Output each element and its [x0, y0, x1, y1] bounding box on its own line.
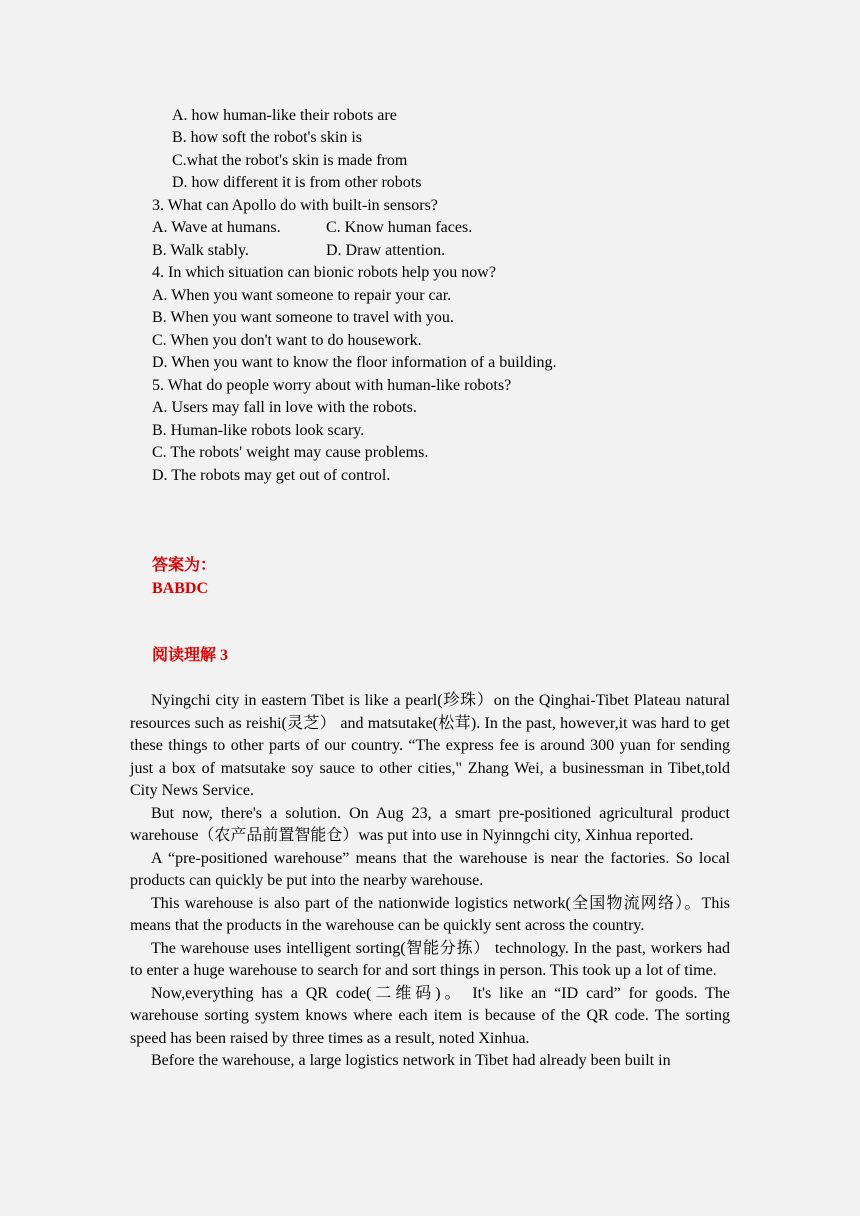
- q3-option-a: A. Wave at humans.: [152, 219, 281, 236]
- q3-option-d: D. Draw attention.: [326, 242, 446, 259]
- q4-option-b: B. When you want someone to travel with you.: [152, 309, 454, 326]
- passage-paragraph: Now,everything has a QR code(二维码)。 It's like an “ID card” for goods. The warehouse sorting system knows where each item is because of the QR code. The sorting speed has been raised by three times as a result, noted Xinhua.: [130, 984, 730, 1047]
- q5-option-a: A. Users may fall in love with the robots.: [152, 399, 417, 416]
- q2-option-b: B. how soft the robot's skin is: [172, 129, 362, 146]
- passage-paragraph: Nyingchi city in eastern Tibet is like a pearl(珍珠）on the Qinghai-Tibet Plateau natural resources such as reishi(灵芝） and matsutake(松茸). In the past, however,it was hard to get these things to other parts of our country. “The express fee is around 300 yuan for sending just a box of matsutake soy sauce to other cities," Zhang Wei, a businessman in Tibet,told City News Service.: [130, 692, 730, 799]
- passage-paragraph: Before the warehouse, a large logistics network in Tibet had already been built in: [151, 1052, 671, 1069]
- q3-option-b: B. Walk stably.: [152, 242, 249, 259]
- answer-value: BABDC: [152, 580, 209, 597]
- passage-paragraph: The warehouse uses intelligent sorting(智能分拣） technology. In the past, workers had to enter a huge warehouse to search for and sort things in person. This took up a lot of time.: [130, 939, 730, 979]
- answer-label: 答案为：: [152, 557, 217, 574]
- q3-question: 3. What can Apollo do with built-in sensors?: [152, 197, 438, 214]
- q4-option-d: D. When you want to know the floor information of a building.: [152, 354, 557, 371]
- q4-option-c: C. When you don't want to do housework.: [152, 332, 422, 349]
- q5-option-d: D. The robots may get out of control.: [152, 467, 391, 484]
- q3-option-c: C. Know human faces.: [326, 219, 473, 236]
- passage-paragraph: A “pre-positioned warehouse” means that the warehouse is near the factories. So local products can quickly be put into the nearby warehouse.: [130, 849, 730, 889]
- q5-option-b: B. Human-like robots look scary.: [152, 422, 365, 439]
- q2-option-d: D. how different it is from other robots: [172, 174, 422, 191]
- reading-passage: [130, 690, 730, 1073]
- section-title: 阅读理解 3: [152, 647, 229, 664]
- q4-option-a: A. When you want someone to repair your car.: [152, 287, 452, 304]
- passage-paragraph: This warehouse is also part of the nationwide logistics network(全国物流网络）。This means that the products in the warehouse can be quickly sent across the country.: [130, 894, 730, 934]
- q5-option-c: C. The robots' weight may cause problems.: [152, 444, 429, 461]
- q5-question: 5. What do people worry about with human-like robots?: [152, 377, 512, 394]
- passage-paragraph: But now, there's a solution. On Aug 23, a smart pre-positioned agricultural product warehouse（农产品前置智能仓）was put into use in Nyinngchi city, Xinhua reported.: [130, 804, 730, 844]
- q4-question: 4. In which situation can bionic robots help you now?: [152, 264, 496, 281]
- q2-option-c: C.what the robot's skin is made from: [172, 152, 408, 169]
- q2-option-a: A. how human-like their robots are: [172, 107, 397, 124]
